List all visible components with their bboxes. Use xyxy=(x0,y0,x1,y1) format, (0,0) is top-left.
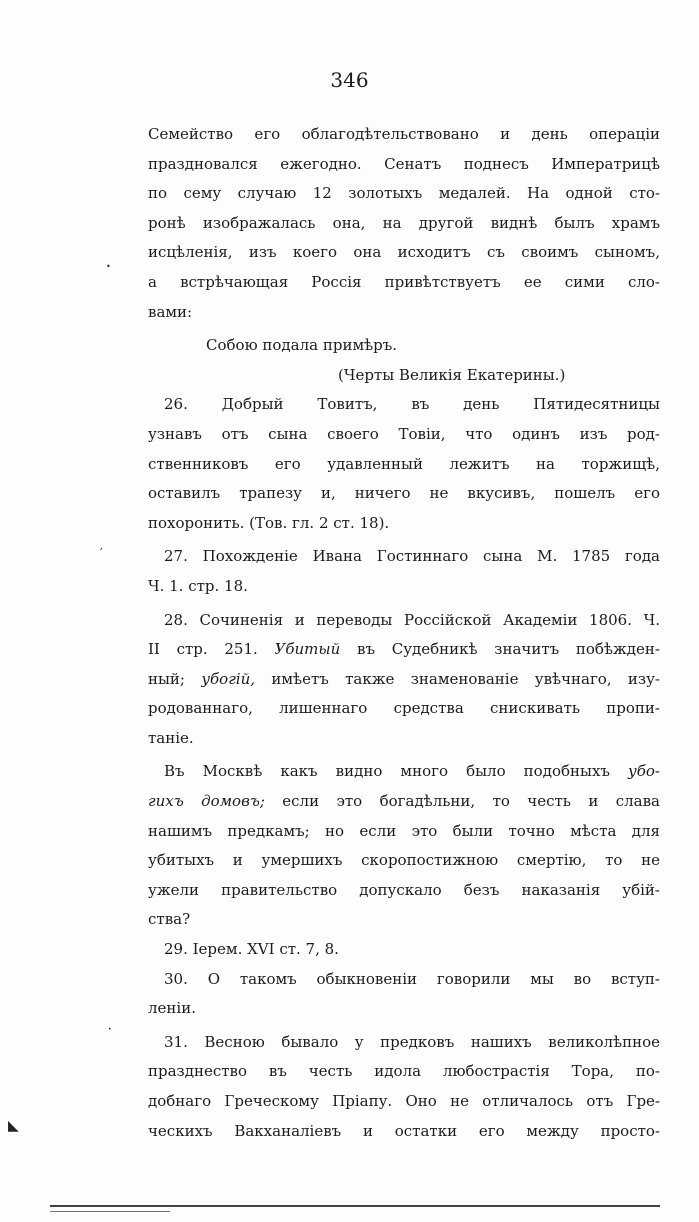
text-line: а встрѣчающая Россія привѣтствуетъ ее сими сло- xyxy=(148,272,660,291)
text-line: ства? xyxy=(148,910,191,929)
text-line: исцѣленія, изъ коего она исходитъ съ своимъ сыномъ, xyxy=(148,243,660,262)
text-line: похоронить. (Тов. гл. 2 ст. 18). xyxy=(148,513,390,532)
text-line: оставилъ трапезу и, ничего не вкусивъ, пошелъ его xyxy=(148,484,660,503)
text-line: Ч. 1. стр. 18. xyxy=(148,576,248,595)
note-30: 30. О такомъ обыкновеніи говорили мы во вступ- xyxy=(164,969,660,988)
italic-term: убо- xyxy=(628,762,660,781)
italic-term-ubogii: убогій, xyxy=(201,669,256,688)
text-line: ческихъ Вакханаліевъ и остатки его между просто- xyxy=(148,1121,660,1140)
text-line: Семейство его облагодѣтельствовано и день операціи xyxy=(148,125,660,143)
text-fragment: въ Судебникѣ значитъ побѣжден- xyxy=(357,640,660,659)
text-line: ронѣ изображалась она, на другой виднѣ былъ храмъ xyxy=(148,213,660,232)
margin-arrow-mark: ◣ xyxy=(8,1118,19,1134)
note-29: 29. Iерем. XVI ст. 7, 8. xyxy=(164,940,339,959)
text-fragment: если это богадѣльни, то честь и слава xyxy=(282,792,660,811)
text-line: праздновался ежегодно. Сенатъ поднесъ Императрицѣ xyxy=(148,154,660,173)
verse-source: (Черты Великія Екатерины.) xyxy=(338,365,566,384)
margin-dot-mark: • xyxy=(108,1026,112,1033)
italic-term: гихъ домовъ; xyxy=(148,792,265,811)
page-number: 346 xyxy=(330,68,369,92)
body-text xyxy=(148,120,660,1146)
text-line: убитыхъ и умершихъ скоропостижною смертію, то не xyxy=(148,851,660,870)
text-line: таніе. xyxy=(148,728,194,747)
text-line: добнаго Греческому Пріапу. Оно не отличалось отъ Гре- xyxy=(148,1092,660,1110)
text-line xyxy=(148,757,660,787)
text-fragment: имѣетъ также знаменованіе увѣчнаго, изу- xyxy=(271,669,660,688)
text-line: ственниковъ его удавленный лежитъ на торжищѣ, xyxy=(148,454,660,473)
margin-dot-mark: • xyxy=(106,262,111,271)
text-line: по сему случаю 12 золотыхъ медалей. На одной сто- xyxy=(148,184,660,203)
text-line: ужели правительство допускало безъ наказанія убій- xyxy=(148,880,660,899)
note-27: 27. Похожденіе Ивана Гостиннаго сына М. 1785 года xyxy=(164,547,660,566)
italic-term-ubityi: Убитый xyxy=(274,640,341,659)
text-line xyxy=(148,635,660,665)
verse-line: Собою подала примѣръ. xyxy=(206,336,398,355)
margin-tick-mark: ′ xyxy=(100,546,103,560)
text-line: нашимъ предкамъ; но если это были точно мѣста для xyxy=(148,821,660,840)
text-fragment: Въ Москвѣ какъ видно много было подобныхъ xyxy=(164,762,610,781)
note-31: 31. Весною бывало у предковъ нашихъ великолѣпное xyxy=(164,1032,660,1051)
note-28: 28. Сочиненія и переводы Россійской Академіи 1806. Ч. xyxy=(164,610,660,629)
text-line: узнавъ отъ сына своего Товіи, что одинъ изъ род- xyxy=(148,424,660,443)
bottom-edge-line xyxy=(50,1205,660,1207)
note-26: 26. Добрый Товитъ, въ день Пятидесятницы xyxy=(164,395,660,414)
text-line: вами: xyxy=(148,302,193,321)
text-fragment: II стр. 251. xyxy=(148,640,258,659)
text-line xyxy=(148,787,660,817)
bottom-edge-line xyxy=(50,1211,170,1212)
text-line: празднество въ честь идола любострастія Тора, по- xyxy=(148,1062,660,1081)
text-line: леніи. xyxy=(148,999,196,1018)
text-fragment: ный; xyxy=(148,669,185,688)
text-line: родованнаго, лишеннаго средства снискивать пропи- xyxy=(148,699,660,718)
text-line xyxy=(148,665,660,695)
